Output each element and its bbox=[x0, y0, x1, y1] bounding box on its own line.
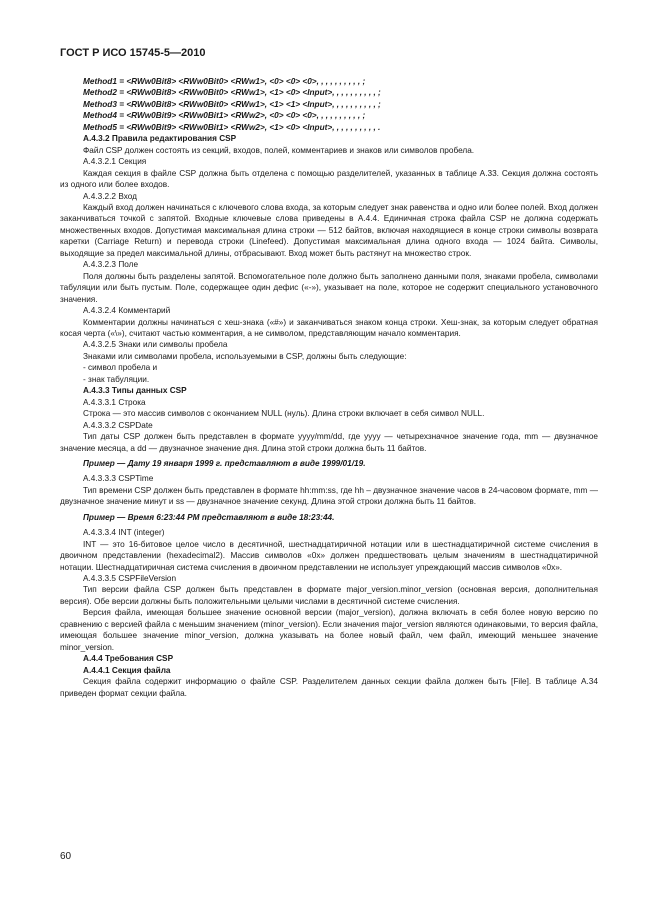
paragraph: Файл CSP должен состоять из секций, входов, полей, комментариев и знаков или символов пробела. bbox=[83, 145, 475, 155]
method-line: Method3 = <RWw0Bit8> <RWw0Bit0> <RWw1>, <1> <1> <Input>, , , , , , , , , , ; bbox=[83, 99, 381, 109]
paragraph: A.4.3.2.1 Секция bbox=[83, 157, 147, 167]
paragraph: Каждый вход должен начинаться с ключевого слова входа, за которым следует знак равенства и одно или более полей. Вход должен заканчиваться точкой с запятой. Входные ключевые слова приведены в A.4.4. Единичная строка файла CSP не должна содержать множественных входов. Допустимая максимальная длина строки — 512 байтов, включая находящиеся в конце строки символы возврата каретки (Carriage Return) и перевода строки (Linefeed). Допустимая максимальная длина одного входа — 1024 байта. Символы, выходящие за предел максимальной длины, отбрасывают. Вход может быть растянут на множество строк. bbox=[60, 202, 598, 258]
paragraph: Каждая секция в файле CSP должна быть отделена с помощью разделителей, указанных в таблице A.33. Секция должна состоять из одного или более входов. bbox=[60, 168, 598, 190]
method-line: Method5 = <RWw0Bit9> <RWw0Bit1> <RWw2>, <1> <0> <Input>, , , , , , , , , , . bbox=[83, 122, 381, 132]
paragraph: Строка — это массив символов с окончанием NULL (нуль). Длина строки включает в себя символ NULL. bbox=[83, 409, 485, 419]
paragraph: Знаками или символами пробела, используемыми в CSP, должны быть следующие: bbox=[83, 351, 407, 361]
page-number: 60 bbox=[60, 851, 72, 862]
paragraph: A.4.3.2.5 Знаки или символы пробела bbox=[83, 340, 228, 350]
paragraph: - знак табуляции. bbox=[83, 374, 150, 384]
paragraph: Секция файла содержит информацию о файле CSP. Разделителем данных секции файла должен быть [File]. В таблице A.34 приведен формат секции файла. bbox=[60, 677, 598, 698]
paragraph: INT — это 16-битовое целое число в десятичной, шестнадцатиричной нотации или в шестнадцатиричной системе счисления в двоичном представлении (hexadecimal2). Массив символов «0x» должен предшествовать целым значениям в шестнадцатиричной нотации. Шестнадцатиричная система счисления в двоичном представлении не использует упреждающий массив символов «0x». bbox=[60, 539, 598, 572]
paragraph: Пример — Дату 19 января 1999 г. представляют в виде 1999/01/19. bbox=[83, 458, 366, 468]
method-line: Method2 = <RWw0Bit8> <RWw0Bit0> <RWw1>, <1> <0> <Input>, , , , , , , , , , ; bbox=[83, 88, 381, 98]
method-list bbox=[60, 76, 598, 133]
paragraph: Комментарии должны начинаться с хеш-знака («#») и заканчиваться знаком конца строки. Хеш-знак, за которым следует обратная косая черта («\»), считают частью комментария, а не символом, представляющим начало комментария. bbox=[60, 317, 598, 338]
paragraph: Тип даты CSP должен быть представлен в формате yyyy/mm/dd, где yyyy — четырехзначное значение года, mm — двузначное значение месяца, а dd — двузначное значение дня. Длина этой строки должна быть 11 байтов. bbox=[60, 432, 598, 453]
paragraph: - символ пробела и bbox=[83, 363, 158, 373]
body-paragraphs bbox=[60, 133, 598, 699]
paragraph: A.4.3.3.1 Строка bbox=[83, 397, 146, 407]
paragraph: A.4.3.2.3 Поле bbox=[83, 260, 139, 270]
paragraph: A.4.3.3.3 CSPTime bbox=[83, 474, 154, 484]
method-line: Method4 = <RWw0Bit9> <RWw0Bit1> <RWw2>, <0> <0> <0>, , , , , , , , , , ; bbox=[83, 111, 366, 121]
paragraph: A.4.3.2 Правила редактирования CSP bbox=[83, 134, 237, 144]
paragraph: A.4.3.2.2 Вход bbox=[83, 191, 137, 201]
paragraph: Поля должны быть разделены запятой. Вспомогательное поле должно быть заполнено данными поля, знаками пробела, символами табуляции или быть пустым. Поле, содержащее один дефис («-»), указывает на поле, которое не содержит специального установочного значения. bbox=[60, 271, 598, 304]
paragraph: A.4.3.3.4 INT (integer) bbox=[83, 528, 165, 538]
paragraph: Пример — Время 6:23:44 PM представляют в виде 18:23:44. bbox=[83, 512, 335, 522]
paragraph: A.4.3.3.5 CSPFileVersion bbox=[83, 574, 177, 584]
paragraph: A.4.4.1 Секция файла bbox=[83, 665, 171, 675]
paragraph: A.4.3.3 Типы данных CSP bbox=[83, 386, 187, 396]
paragraph: A.4.3.2.4 Комментарий bbox=[83, 306, 171, 316]
paragraph: Версия файла, имеющая большее значение основной версии (major_version), должна включать в себя более новую версию по сравнению с версией файла с меньшим значением (minor_version). Если значения major_version являются одинаковыми, то версия файла, имеющая большее значение minor_version, должна указывать на более новый файл, чем файл, имеющий меньшее значение minor_version. bbox=[60, 608, 598, 652]
paragraph: A.4.3.3.2 CSPDate bbox=[83, 420, 153, 430]
method-line: Method1 = <RWw0Bit8> <RWw0Bit0> <RWw1>, <0> <0> <0>, , , , , , , , , , ; bbox=[83, 77, 366, 86]
paragraph: Тип версии файла CSP должен быть представлен в формате major_version.minor_version (основная версия, дополнительная версия). Обе версии должны быть положительными целыми числами в десятичной системе счисления. bbox=[60, 585, 598, 606]
document-header: ГОСТ Р ИСО 15745-5—2010 bbox=[60, 47, 206, 59]
paragraph: Тип времени CSP должен быть представлен в формате hh:mm:ss, где hh – двузначное значение часов в 24-часовом формате, mm — двузначное значение минут и ss — двузначное значение секунд. Длина этой строки должна быть 11 байтов. bbox=[60, 485, 598, 507]
document-body bbox=[60, 76, 598, 699]
paragraph: A.4.4 Требования CSP bbox=[83, 654, 174, 664]
